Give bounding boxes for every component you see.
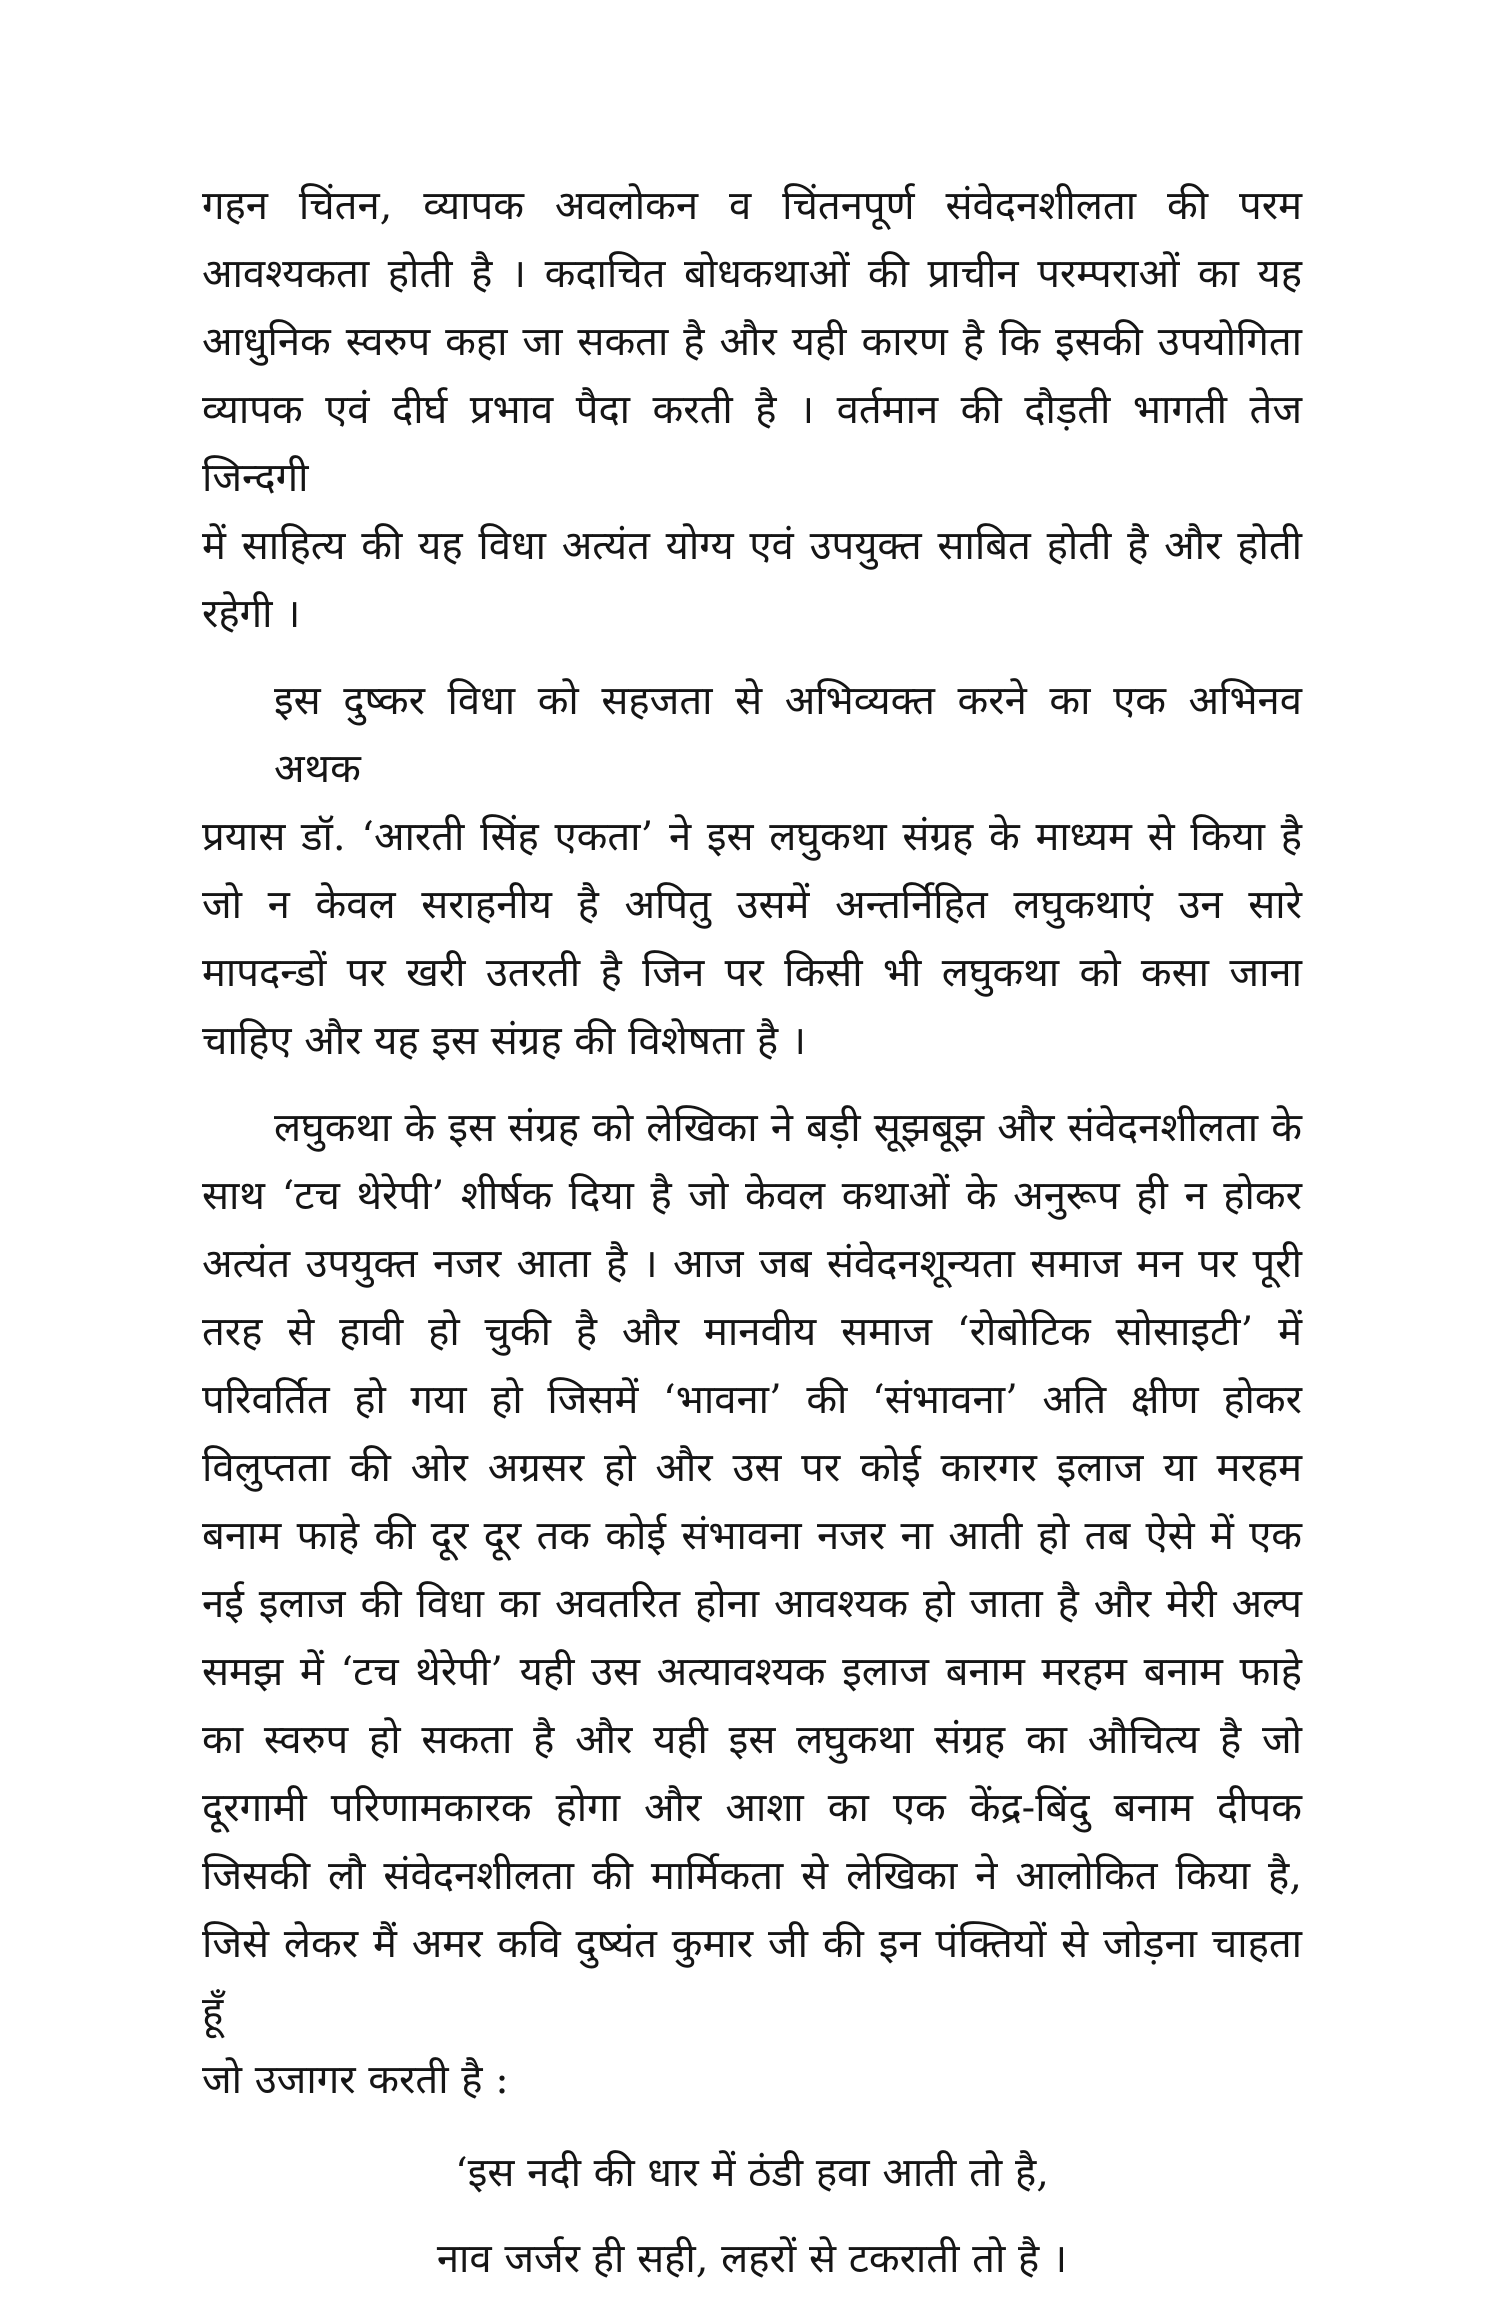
text-line: जो उजागर करती है :	[202, 2057, 509, 2103]
paragraph	[202, 1094, 1302, 2114]
paragraph	[202, 172, 1302, 648]
verse-line: ‘इस नदी की धार में ठंडी हवा आती तो है,	[455, 2150, 1049, 2196]
text-line: में साहित्य की यह विधा अत्यंत योग्य एवं उपयुक्त साबित होती है और होती	[202, 523, 1302, 569]
text-line: नई इलाज की विधा का अवतरित होना आवश्यक हो जाता है और मेरी अल्प	[202, 1581, 1302, 1627]
text-line: परिवर्तित हो गया हो जिसमें ‘भावना’ की ‘संभावना’ अति क्षीण होकर	[202, 1377, 1302, 1423]
text-line: जिसकी लौ संवेदनशीलता की मार्मिकता से लेखिका ने आलोकित किया है,	[202, 1853, 1302, 1899]
paragraph	[202, 667, 1302, 1075]
text-line: गहन चिंतन, व्यापक अवलोकन व चिंतनपूर्ण संवेदनशीलता की परम	[202, 183, 1302, 229]
text-line: लघुकथा के इस संग्रह को लेखिका ने बड़ी सूझबूझ और संवेदनशीलता के	[274, 1105, 1302, 1151]
text-line: आवश्यकता होती है । कदाचित बोधकथाओं की प्राचीन परम्पराओं का यह	[202, 251, 1302, 297]
text-line: आधुनिक स्वरुप कहा जा सकता है और यही कारण है कि इसकी उपयोगिता	[202, 319, 1302, 365]
verse-section	[202, 2130, 1302, 2302]
text-line: व्यापक एवं दीर्घ प्रभाव पैदा करती है । वर्तमान की दौड़ती भागती तेज जिन्दगी	[202, 387, 1302, 501]
text-line: मापदन्डों पर खरी उतरती है जिन पर किसी भी लघुकथा को कसा जाना	[202, 950, 1302, 996]
text-line: विलुप्तता की ओर अग्रसर हो और उस पर कोई कारगर इलाज या मरहम	[202, 1445, 1302, 1491]
verse-line: नाव जर्जर ही सही, लहरों से टकराती तो है ।	[436, 2236, 1068, 2282]
prose-section	[202, 172, 1302, 2114]
text-line: चाहिए और यह इस संग्रह की विशेषता है ।	[202, 1018, 806, 1064]
text-line: तरह से हावी हो चुकी है और मानवीय समाज ‘रोबोटिक सोसाइटी’ में	[202, 1309, 1302, 1355]
text-line: साथ ‘टच थेरेपी’ शीर्षक दिया है जो केवल कथाओं के अनुरूप ही न होकर	[202, 1173, 1302, 1219]
text-line: दूरगामी परिणामकारक होगा और आशा का एक केंद्र-बिंदु बनाम दीपक	[202, 1785, 1302, 1831]
text-line: अत्यंत उपयुक्त नजर आता है । आज जब संवेदनशून्यता समाज मन पर पूरी	[202, 1241, 1302, 1287]
text-line: समझ में ‘टच थेरेपी’ यही उस अत्यावश्यक इलाज बनाम मरहम बनाम फाहे	[202, 1649, 1302, 1695]
text-line: का स्वरुप हो सकता है और यही इस लघुकथा संग्रह का औचित्य है जो	[202, 1717, 1302, 1763]
text-line: जिसे लेकर मैं अमर कवि दुष्यंत कुमार जी की इन पंक्तियों से जोड़ना चाहता हूँ	[202, 1921, 1302, 2035]
text-line: प्रयास डॉ. ‘आरती सिंह एकता’ ने इस लघुकथा संग्रह के माध्यम से किया है	[202, 814, 1302, 860]
text-line: रहेगी ।	[202, 591, 301, 637]
text-line: बनाम फाहे की दूर दूर तक कोई संभावना नजर ना आती हो तब ऐसे में एक	[202, 1513, 1302, 1559]
text-line: जो न केवल सराहनीय है अपितु उसमें अन्तर्निहित लघुकथाएं उन सारे	[202, 882, 1302, 928]
text-line: इस दुष्कर विधा को सहजता से अभिव्यक्त करने का एक अभिनव अथक	[274, 678, 1302, 792]
